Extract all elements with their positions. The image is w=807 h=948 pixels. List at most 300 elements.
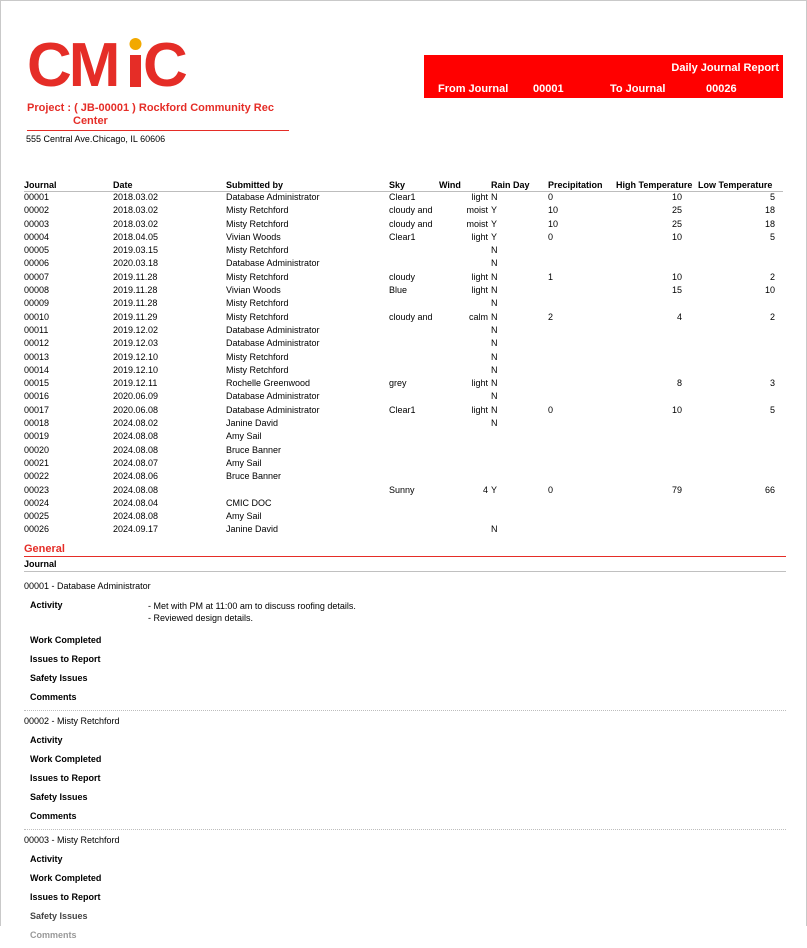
table-cell: [616, 498, 698, 511]
project-line1: Project : ( JB-00001 ) Rockford Community Rec: [27, 102, 274, 114]
entry-heading: 00002 - Misty Retchford: [24, 716, 120, 726]
table-cell: 00002: [24, 205, 50, 216]
project-title: [27, 102, 289, 131]
column-header: Precipitation: [548, 178, 616, 192]
table-cell: Misty Retchford: [226, 205, 289, 216]
table-row: [24, 458, 783, 471]
table-cell: [698, 524, 783, 537]
table-cell: [548, 325, 616, 338]
table-cell: 2019.03.15: [113, 245, 159, 256]
table-row: [24, 338, 783, 351]
table-cell: 00025: [24, 511, 50, 522]
table-cell: [439, 365, 491, 378]
table-row: [24, 285, 783, 298]
table-cell: cloudy and: [389, 205, 433, 216]
table-cell: [548, 498, 616, 511]
table-cell: [439, 352, 491, 365]
table-body: [24, 192, 783, 538]
column-header: Rain Day: [491, 178, 548, 192]
table-cell: 2018.03.02: [113, 205, 159, 216]
table-cell: [698, 458, 783, 471]
table-cell: [548, 445, 616, 458]
table-cell: 00015: [24, 378, 50, 389]
table-cell: [226, 485, 389, 498]
table-row: [24, 378, 783, 391]
table-cell: [548, 378, 616, 391]
field-label: Work Completed: [30, 635, 102, 645]
table-cell: Database Administrator: [226, 404, 320, 415]
table-row: [24, 325, 783, 338]
table-cell: [616, 471, 698, 484]
table-cell: Blue: [389, 285, 408, 296]
table-cell: 00021: [24, 457, 50, 468]
table-cell: 8: [676, 378, 682, 389]
table-cell: 0: [548, 404, 554, 415]
table-cell: [389, 524, 439, 537]
table-row: [24, 245, 783, 258]
field-activity: [24, 854, 786, 866]
table-cell: [548, 524, 616, 537]
report-banner: [424, 55, 783, 98]
table-cell: Clear1: [389, 404, 416, 415]
table-cell: [389, 325, 439, 338]
field-label: Safety Issues: [30, 792, 88, 802]
from-journal-label: From Journal: [438, 83, 509, 95]
table-row: [24, 232, 783, 245]
table-cell: [548, 365, 616, 378]
activity-line: - Reviewed design details.: [148, 613, 254, 623]
table-cell: light: [471, 404, 488, 415]
table-cell: N: [491, 311, 498, 322]
table-cell: 2020.06.08: [113, 404, 159, 415]
table-cell: Rochelle Greenwood: [226, 378, 311, 389]
table-cell: [439, 338, 491, 351]
table-cell: 00003: [24, 218, 50, 229]
field-comments: [24, 930, 786, 942]
table-cell: [389, 471, 439, 484]
table-cell: 2: [548, 311, 554, 322]
table-cell: [698, 245, 783, 258]
field-label: Issues to Report: [30, 654, 101, 664]
table-cell: N: [491, 418, 498, 429]
table-cell: [439, 445, 491, 458]
table-cell: 0: [548, 231, 554, 242]
to-journal-value: 00026: [706, 83, 737, 95]
table-cell: [616, 298, 698, 311]
table-cell: N: [491, 524, 498, 535]
table-cell: 2019.11.28: [113, 298, 158, 309]
table-row: [24, 391, 783, 404]
table-cell: [698, 431, 783, 444]
table-cell: Sunny: [389, 484, 415, 495]
table-cell: 2024.08.08: [113, 511, 159, 522]
field-issues: [24, 654, 786, 666]
table-cell: [698, 365, 783, 378]
table-cell: 00001: [24, 192, 50, 202]
table-row: [24, 471, 783, 484]
table-cell: [616, 352, 698, 365]
table-cell: [439, 418, 491, 431]
table-cell: [548, 471, 616, 484]
table-cell: [616, 245, 698, 258]
table-cell: 10: [764, 285, 775, 296]
table-cell: [548, 458, 616, 471]
field-label: Work Completed: [30, 873, 102, 883]
table-cell: light: [471, 378, 488, 389]
table-cell: [698, 418, 783, 431]
field-work: [24, 873, 786, 885]
table-cell: 00019: [24, 431, 50, 442]
table-cell: Y: [491, 484, 498, 495]
table-cell: 00020: [24, 444, 50, 455]
field-safety: [24, 673, 786, 685]
table-cell: [389, 391, 439, 404]
from-journal-value: 00001: [533, 83, 564, 95]
table-header-row: [24, 178, 783, 192]
table-cell: [491, 511, 548, 524]
table-cell: 18: [764, 218, 775, 229]
project-line2: Center: [73, 115, 108, 127]
table-cell: 2024.08.08: [113, 431, 159, 442]
table-cell: 00005: [24, 245, 50, 256]
table-cell: [389, 418, 439, 431]
column-header: Sky: [389, 178, 439, 192]
table-cell: Misty Retchford: [226, 364, 289, 375]
table-cell: [389, 352, 439, 365]
table-cell: [698, 445, 783, 458]
table-cell: Misty Retchford: [226, 298, 289, 309]
table-cell: Database Administrator: [226, 192, 320, 202]
table-cell: Misty Retchford: [226, 351, 289, 362]
table-cell: [548, 338, 616, 351]
table-row: [24, 405, 783, 418]
table-row: [24, 312, 783, 325]
table-cell: Y: [491, 231, 498, 242]
table-cell: Misty Retchford: [226, 218, 289, 229]
table-cell: N: [491, 245, 498, 256]
table-row: [24, 485, 783, 498]
table-cell: Database Administrator: [226, 338, 320, 349]
table-cell: [439, 258, 491, 271]
table-cell: 2020.06.09: [113, 391, 159, 402]
table-cell: [548, 511, 616, 524]
table-cell: Clear1: [389, 231, 416, 242]
table-cell: N: [491, 192, 498, 202]
table-cell: 00016: [24, 391, 50, 402]
table-cell: 10: [671, 404, 682, 415]
table-cell: 10: [671, 231, 682, 242]
table-cell: [389, 338, 439, 351]
table-cell: 2: [769, 311, 775, 322]
journal-entry: [24, 576, 786, 710]
table-cell: [389, 458, 439, 471]
table-cell: 2018.04.05: [113, 231, 159, 242]
table-cell: [698, 471, 783, 484]
table-cell: N: [491, 271, 498, 282]
table-cell: Misty Retchford: [226, 311, 289, 322]
table-cell: 2019.11.28: [113, 285, 158, 296]
field-safety: [24, 911, 786, 923]
table-cell: Bruce Banner: [226, 444, 282, 455]
table-cell: 00007: [24, 271, 50, 282]
field-activity: [24, 735, 786, 747]
table-cell: 00014: [24, 364, 50, 375]
table-cell: 10: [548, 205, 559, 216]
table-cell: N: [491, 351, 498, 362]
journal-entry: [24, 710, 786, 829]
column-header: Wind: [439, 178, 491, 192]
table-cell: 4: [676, 311, 682, 322]
table-cell: [616, 418, 698, 431]
field-label: Activity: [30, 735, 63, 745]
table-row: [24, 352, 783, 365]
table-cell: Janine David: [226, 418, 279, 429]
table-cell: [698, 498, 783, 511]
field-label: Comments: [30, 692, 77, 702]
table-cell: 00026: [24, 524, 50, 535]
field-work: [24, 754, 786, 766]
table-cell: [616, 524, 698, 537]
table-cell: cloudy and: [389, 311, 433, 322]
table-cell: 1: [548, 271, 554, 282]
table-cell: N: [491, 285, 498, 296]
journal-entries: [24, 576, 786, 948]
field-label: Issues to Report: [30, 892, 101, 902]
journal-column-header: Journal: [24, 559, 786, 572]
table-cell: Database Administrator: [226, 391, 320, 402]
table-cell: 15: [671, 285, 682, 296]
table-cell: 2024.08.08: [113, 484, 159, 495]
table-cell: [616, 458, 698, 471]
table-cell: 2024.08.06: [113, 471, 159, 482]
table-cell: [698, 511, 783, 524]
table-cell: 2019.12.03: [113, 338, 159, 349]
table-cell: [439, 431, 491, 444]
table-cell: 2019.12.10: [113, 351, 159, 362]
table-cell: [548, 418, 616, 431]
table-cell: 00008: [24, 285, 50, 296]
section-title-general: General: [24, 543, 786, 557]
table-cell: [439, 298, 491, 311]
table-cell: [616, 338, 698, 351]
table-cell: 2019.12.10: [113, 364, 159, 375]
table-cell: 10: [548, 218, 559, 229]
table-cell: [439, 471, 491, 484]
table-row: [24, 219, 783, 232]
field-activity: [24, 600, 786, 628]
table-cell: [616, 391, 698, 404]
table-cell: [548, 258, 616, 271]
table-row: [24, 192, 783, 206]
svg-text:C: C: [143, 33, 188, 93]
table-cell: Misty Retchford: [226, 271, 289, 282]
table-cell: [698, 338, 783, 351]
field-comments: [24, 692, 786, 704]
field-label: Work Completed: [30, 754, 102, 764]
table-cell: 2019.12.11: [113, 378, 158, 389]
table-cell: [491, 431, 548, 444]
table-cell: [439, 245, 491, 258]
table-cell: N: [491, 404, 498, 415]
table-row: [24, 498, 783, 511]
table-cell: 00018: [24, 418, 50, 429]
column-header: Low Temperature: [698, 178, 783, 192]
table-cell: 2024.08.02: [113, 418, 159, 429]
table-cell: Janine David: [226, 524, 279, 535]
field-safety: [24, 792, 786, 804]
table-cell: 79: [671, 484, 682, 495]
table-cell: N: [491, 324, 498, 335]
table-cell: [491, 445, 548, 458]
table-cell: 5: [769, 231, 775, 242]
table-row: [24, 511, 783, 524]
table-cell: [389, 258, 439, 271]
field-label: Safety Issues: [30, 911, 88, 921]
table-cell: [439, 511, 491, 524]
project-address: 555 Central Ave.Chicago, IL 60606: [26, 134, 166, 144]
table-row: [24, 524, 783, 537]
table-cell: 2018.03.02: [113, 192, 159, 202]
table-cell: cloudy and: [389, 218, 433, 229]
table-cell: Misty Retchford: [226, 245, 289, 256]
table-cell: light: [471, 271, 488, 282]
table-cell: 00010: [24, 311, 50, 322]
table-cell: Vivian Woods: [226, 231, 281, 242]
table-cell: Y: [491, 218, 498, 229]
table-cell: grey: [389, 378, 407, 389]
table-cell: Amy Sail: [226, 457, 262, 468]
field-label: Safety Issues: [30, 673, 88, 683]
table-cell: 18: [764, 205, 775, 216]
table-cell: [389, 498, 439, 511]
field-work: [24, 635, 786, 647]
activity-line: - Met with PM at 11:00 am to discuss roofing details.: [148, 601, 356, 611]
table-cell: 10: [671, 192, 682, 202]
table-cell: 00011: [24, 324, 49, 335]
field-issues: [24, 892, 786, 904]
table-cell: [698, 258, 783, 271]
field-label: Activity: [30, 854, 63, 864]
to-journal-label: To Journal: [610, 83, 666, 95]
table-cell: 2019.12.02: [113, 324, 159, 335]
table-cell: 2024.08.08: [113, 444, 159, 455]
table-cell: light: [471, 231, 488, 242]
table-cell: 2024.08.07: [113, 457, 159, 468]
table-cell: [698, 352, 783, 365]
table-cell: 00009: [24, 298, 50, 309]
entry-heading: 00001 - Database Administrator: [24, 581, 151, 591]
table-cell: [548, 245, 616, 258]
table-cell: 2019.11.28: [113, 271, 158, 282]
table-cell: 00013: [24, 351, 50, 362]
field-issues: [24, 773, 786, 785]
table-cell: calm: [468, 311, 488, 322]
table-cell: Bruce Banner: [226, 471, 282, 482]
table-cell: Database Administrator: [226, 324, 320, 335]
table-cell: 3: [769, 378, 775, 389]
table-row: [24, 431, 783, 444]
table-cell: moist: [466, 218, 488, 229]
table-cell: 2: [769, 271, 775, 282]
table-row: [24, 258, 783, 271]
table-cell: [616, 365, 698, 378]
table-row: [24, 205, 783, 218]
table-cell: light: [471, 285, 488, 296]
table-cell: 00012: [24, 338, 50, 349]
table-cell: 2018.03.02: [113, 218, 159, 229]
table-cell: [439, 391, 491, 404]
field-label: Activity: [30, 600, 63, 610]
table-cell: 00006: [24, 258, 50, 269]
table-cell: N: [491, 338, 498, 349]
table-cell: 2024.08.04: [113, 497, 159, 508]
column-header: Submitted by: [226, 178, 389, 192]
table-row: [24, 445, 783, 458]
field-label: Issues to Report: [30, 773, 101, 783]
table-cell: [548, 298, 616, 311]
table-cell: [491, 458, 548, 471]
journal-entry: [24, 829, 786, 948]
table-row: [24, 272, 783, 285]
table-cell: 0: [548, 484, 554, 495]
table-cell: [439, 498, 491, 511]
table-cell: Clear1: [389, 192, 416, 202]
table-cell: [439, 524, 491, 537]
table-cell: [389, 365, 439, 378]
table-cell: [616, 431, 698, 444]
table-cell: N: [491, 364, 498, 375]
table-row: [24, 298, 783, 311]
table-cell: 25: [671, 205, 682, 216]
table-cell: Database Administrator: [226, 258, 320, 269]
table-cell: Amy Sail: [226, 511, 262, 522]
table-cell: 2020.03.18: [113, 258, 159, 269]
column-header: Journal: [24, 178, 113, 192]
table-cell: cloudy: [389, 271, 416, 282]
column-header: Date: [113, 178, 226, 192]
table-cell: [616, 258, 698, 271]
table-cell: 00023: [24, 484, 50, 495]
table-cell: [548, 285, 616, 298]
table-cell: [548, 391, 616, 404]
table-cell: 2024.09.17: [113, 524, 159, 535]
cmic-logo: [27, 33, 197, 93]
table-cell: 10: [671, 271, 682, 282]
table-cell: [698, 325, 783, 338]
table-cell: CMIC DOC: [226, 497, 272, 508]
table-row: [24, 365, 783, 378]
table-cell: 0: [548, 192, 554, 202]
table-cell: 25: [671, 218, 682, 229]
table-cell: Amy Sail: [226, 431, 262, 442]
table-cell: [389, 511, 439, 524]
table-cell: Vivian Woods: [226, 285, 281, 296]
table-cell: [698, 298, 783, 311]
table-cell: moist: [466, 205, 488, 216]
table-cell: 00022: [24, 471, 50, 482]
table-cell: [439, 325, 491, 338]
table-cell: [548, 431, 616, 444]
table-cell: N: [491, 298, 498, 309]
table-cell: N: [491, 258, 498, 269]
entry-heading: 00003 - Misty Retchford: [24, 835, 120, 845]
journal-table: [24, 178, 783, 538]
table-cell: [616, 511, 698, 524]
table-cell: [548, 352, 616, 365]
table-cell: [616, 325, 698, 338]
table-cell: [389, 431, 439, 444]
table-cell: 00017: [24, 404, 50, 415]
